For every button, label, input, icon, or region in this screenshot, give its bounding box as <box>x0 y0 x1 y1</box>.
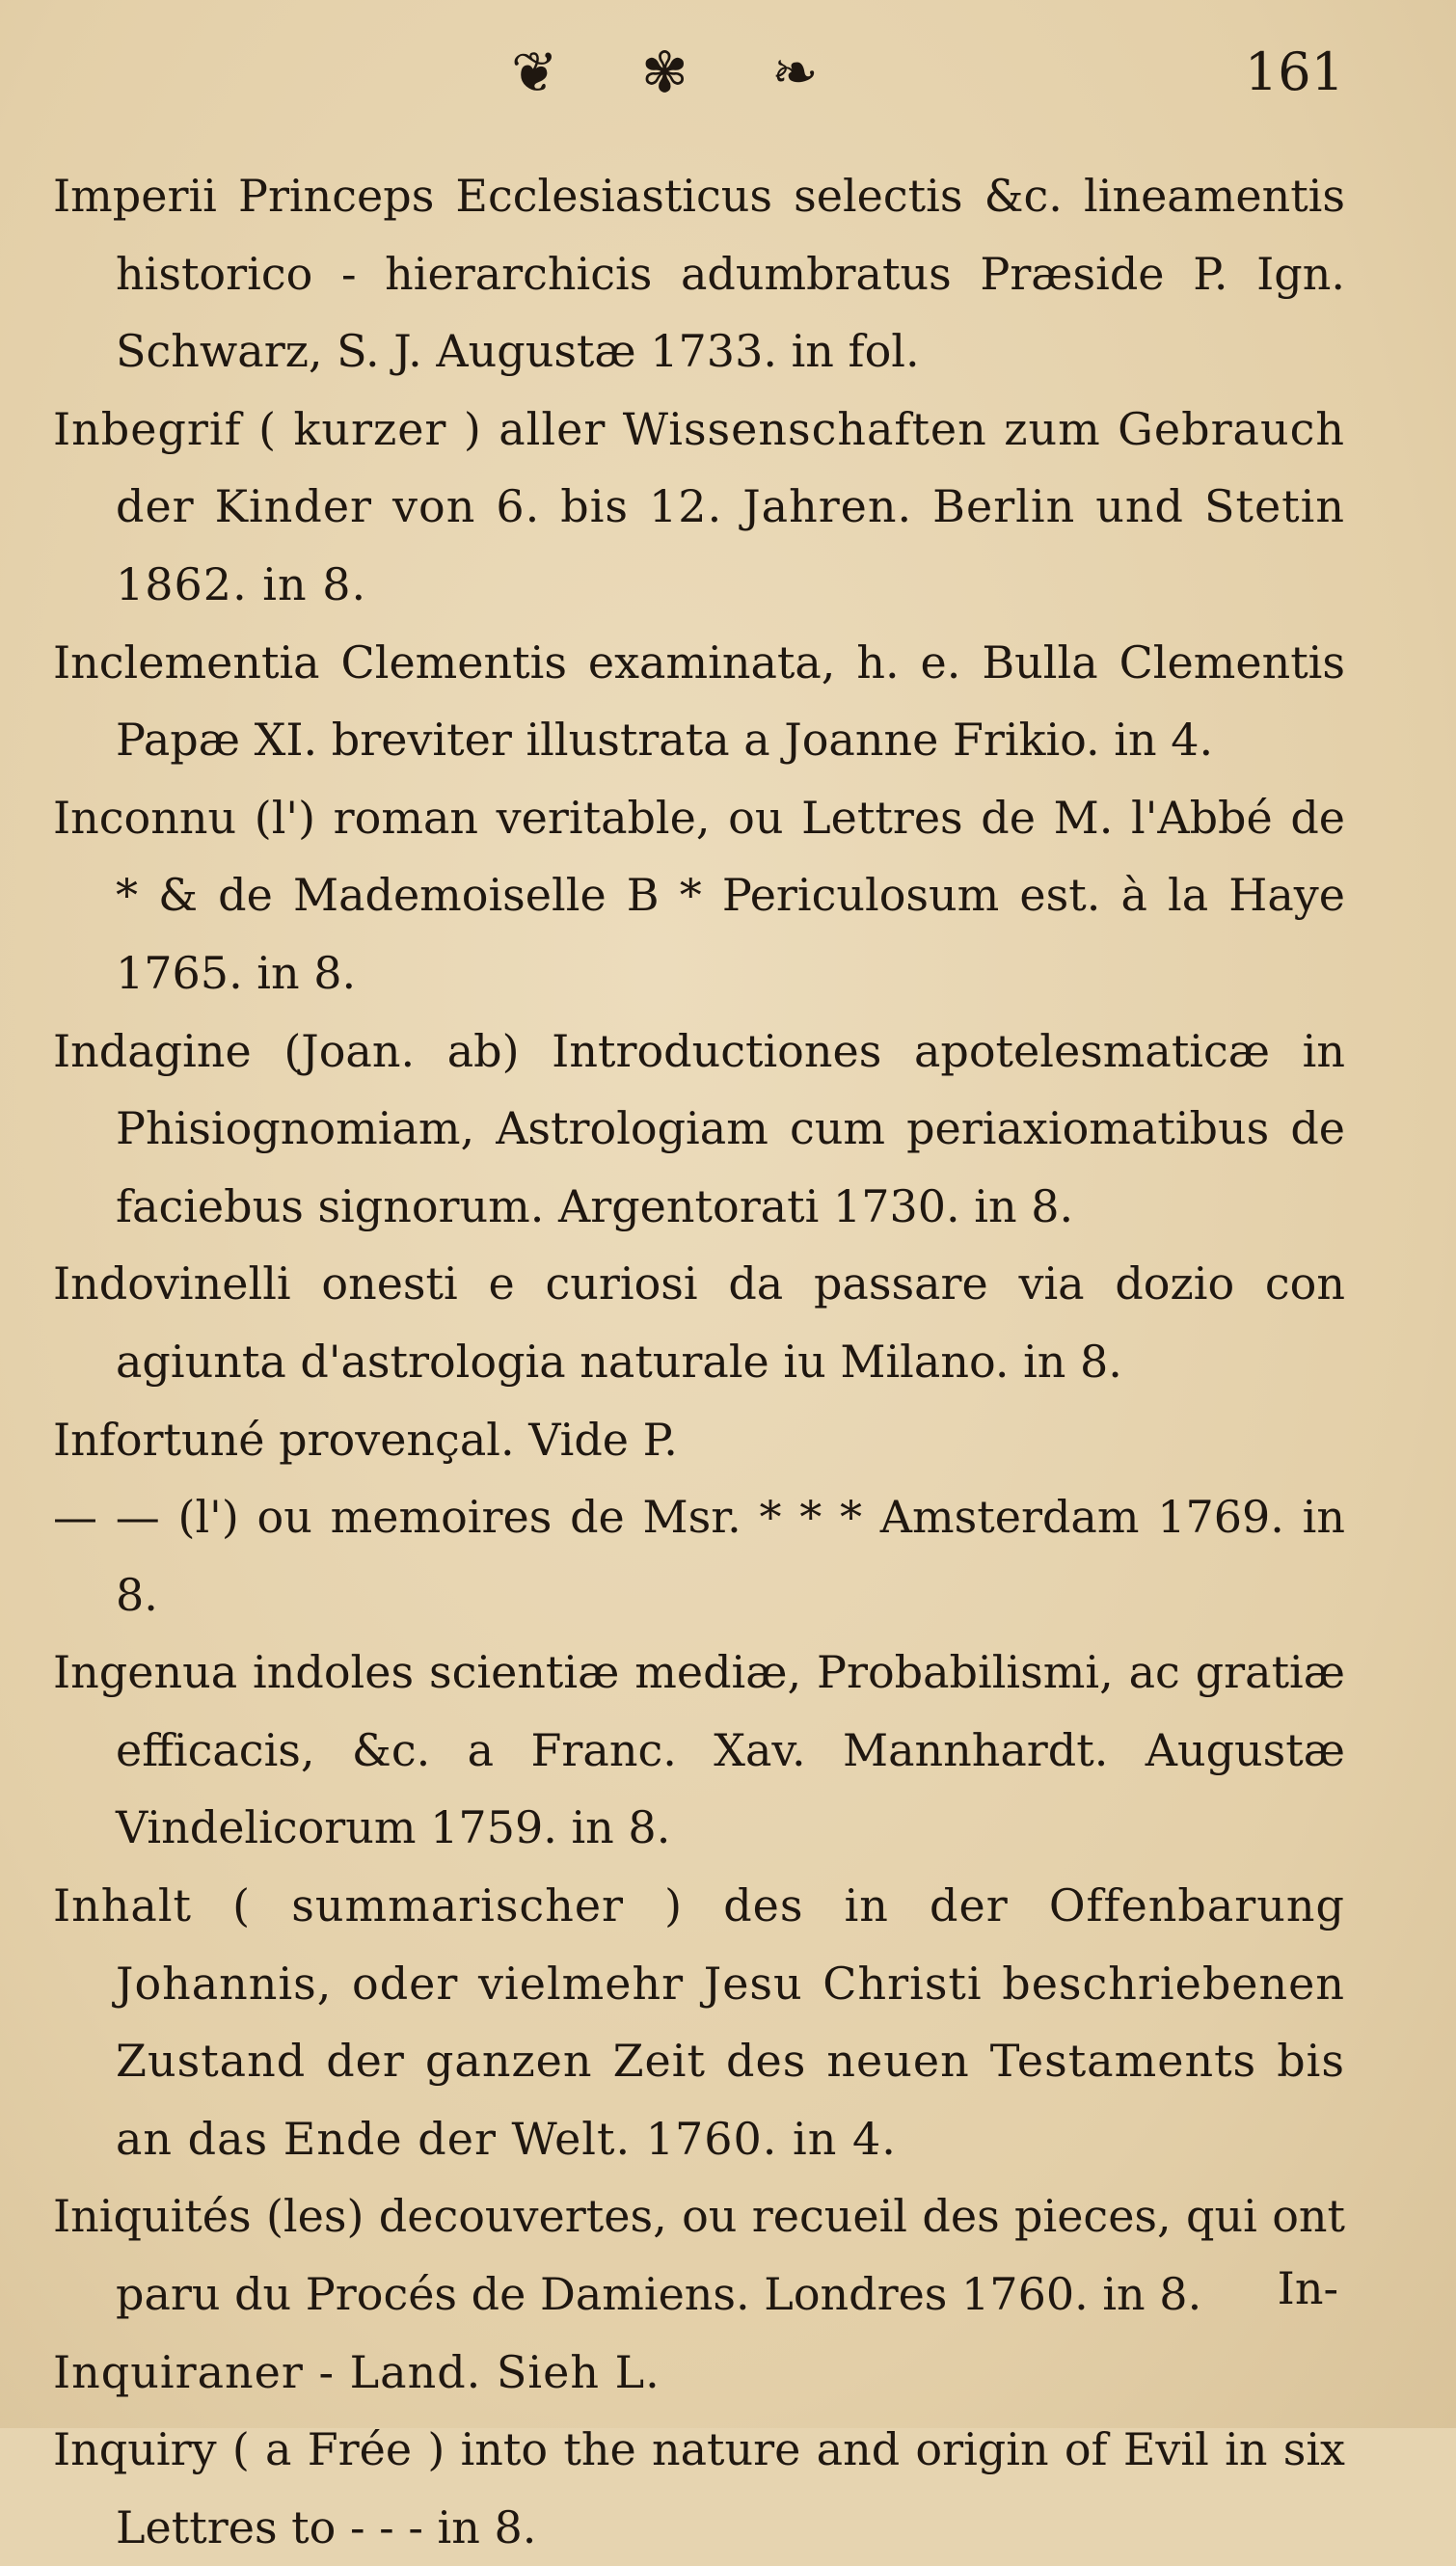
catalog-entries <box>53 157 1345 2566</box>
page-number: 161 <box>1244 41 1344 102</box>
catalog-entry-imperii: Imperii Princeps Ecclesiasticus selectis &c. lineamentis historico - hierarchicis adumbratus Præside P. Ign. Schwarz, S. J. Augustæ 1733. in fol. <box>53 170 1345 378</box>
catalog-entry-inhalt: Inhalt ( summarischer ) des in der Offenbarung Johannis, oder vielmehr Jesu Christi beschriebenen Zustand der ganzen Zeit des neuen Testaments bis an das Ende der Welt. 1760. in 4. <box>53 1879 1345 2165</box>
catalog-entry-iniquites: Iniquités (les) decouvertes, ou recueil des pieces, qui ont paru du Procés de Damiens. Londres 1760. in 8. <box>53 2190 1345 2321</box>
catalog-entry-infortune: Infortuné provençal. Vide P. <box>53 1413 678 1466</box>
catalog-entry-indagine: Indagine (Joan. ab) Introductiones apotelesmaticæ in Phisiognomiam, Astrologiam cum periaxiomatibus de faciebus signorum. Argentorati 1730. in 8. <box>53 1024 1345 1232</box>
catalog-entry-inconnu: Inconnu (l') roman veritable, ou Lettres de M. l'Abbé de * & de Mademoiselle B * Periculosum est. à la Haye 1765. in 8. <box>53 791 1345 999</box>
header-ornament: ❦ ✾ ❧ <box>511 40 851 105</box>
page-header <box>0 41 1456 118</box>
catalog-entry-inquiraner: Inquiraner - Land. Sieh L. <box>53 2345 661 2398</box>
catchword: In- <box>1277 2262 1338 2314</box>
catalog-entry-inclementia: Inclementia Clementis examinata, h. e. Bulla Clementis Papæ XI. breviter illustrata a Joanne Frikio. in 4. <box>53 635 1345 767</box>
catalog-entry-inbegrif: Inbegrif ( kurzer ) aller Wissenschaften zum Gebrauch der Kinder von 6. bis 12. Jahren. Berlin und Stetin 1862. in 8. <box>53 402 1345 610</box>
catalog-entry-indovinelli: Indovinelli onesti e curiosi da passare via dozio con agiunta d'astrologia naturale iu Milano. in 8. <box>53 1257 1345 1388</box>
catalog-entry-inquiry: Inquiry ( a Frée ) into the nature and origin of Evil in six Lettres to - - - in 8. <box>53 2423 1345 2553</box>
catalog-entry-ingenua: Ingenua indoles scientiæ mediæ, Probabilismi, ac gratiæ efficacis, &c. a Franc. Xav. Mannhardt. Augustæ Vindelicorum 1759. in 8. <box>53 1646 1345 1854</box>
catalog-entry-memoires: — — (l') ou memoires de Msr. * * * Amsterdam 1769. in 8. <box>53 1491 1345 1621</box>
